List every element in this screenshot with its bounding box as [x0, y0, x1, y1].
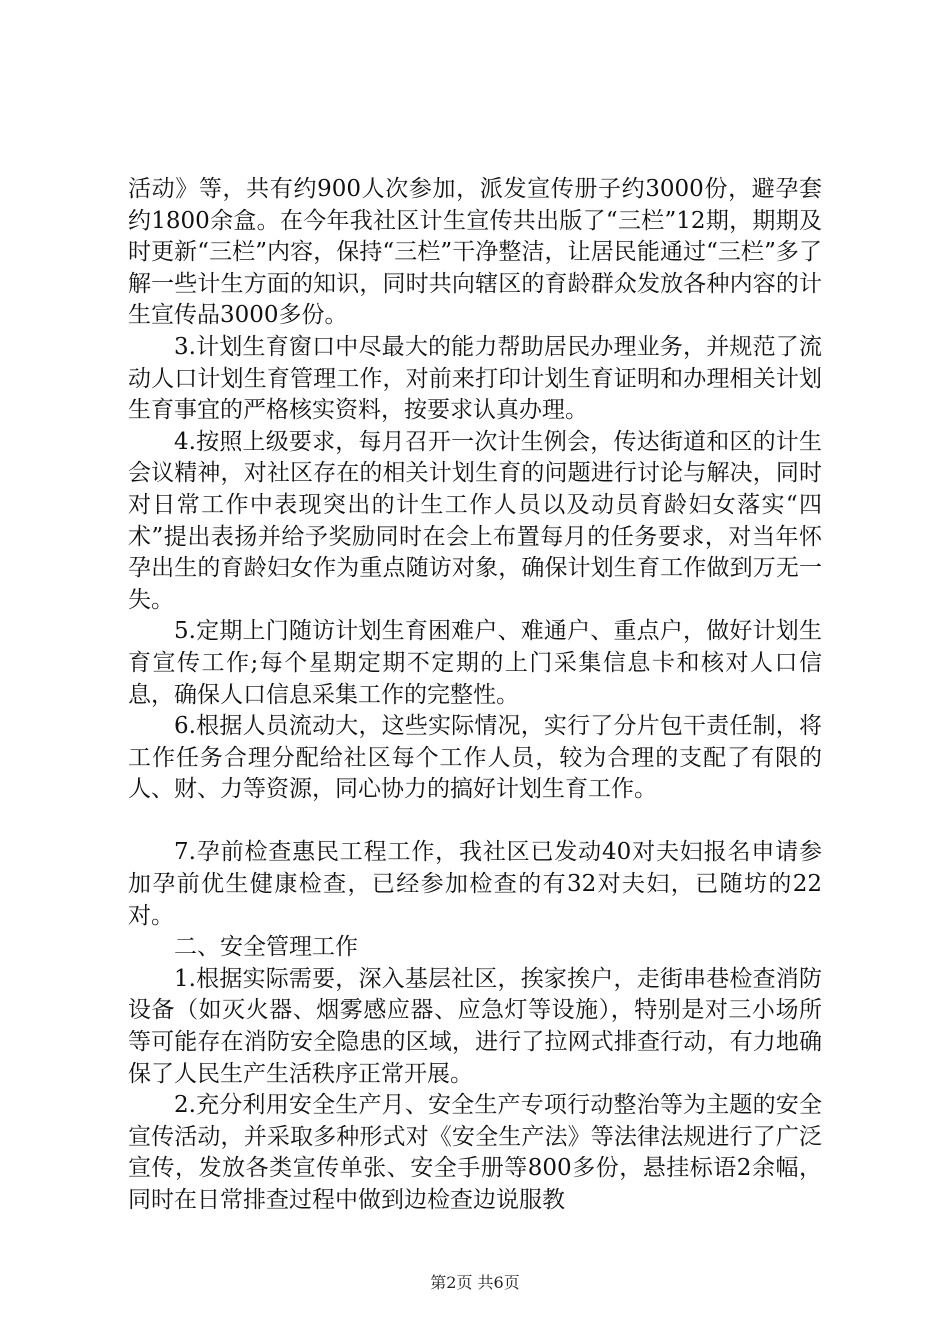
- paragraph-item-3: 3.计划生育窗口中尽最大的能力帮助居民办理业务，并规范了流动人口计划生育管理工作，对前来打印计划生育证明和办理相关计划生育事宜的严格核实资料，按要求认真办理。: [128, 333, 822, 424]
- page-footer: 第2页 共6页: [430, 1273, 520, 1292]
- paragraph-safety-1: 1.根据实际需要，深入基层社区，挨家挨户，走街串巷检查消防设备（如灭火器、烟雾感应器、应急灯等设施），特别是对三小场所等可能存在消防安全隐患的区域，进行了拉网式排查行动，有力地确保了人民生产生活秩序正常开展。: [128, 965, 822, 1087]
- document-body: [128, 174, 822, 1217]
- paragraph-item-7: 7.孕前检查惠民工程工作，我社区已发动40对夫妇报名申请参加孕前优生健康检查，已经参加检查的有32对夫妇，已随坊的22对。: [128, 839, 822, 929]
- paragraph-item-5: 5.定期上门随访计划生育困难户、难通户、重点户，做好计划生育宣传工作;每个星期定期不定期的上门采集信息卡和核对人口信息，确保人口信息采集工作的完整性。: [128, 618, 822, 708]
- paragraph-continued: 活动》等，共有约900人次参加，派发宣传册子约3000份，避孕套约1800余盒。在今年我社区计生宣传共出版了“三栏”12期，期期及时更新“三栏”内容，保持“三栏”干净整洁，让居民能通过“三栏”多了解一些计生方面的知识，同时共向辖区的育龄群众发放各种内容的计生宣传品3000多份。: [128, 176, 822, 329]
- paragraph-item-4: 4.按照上级要求，每月召开一次计生例会，传达街道和区的计生会议精神，对社区存在的相关计划生育的问题进行讨论与解决，同时对日常工作中表现突出的计生工作人员以及动员育龄妇女落实“四术”提出表扬并给予奖励同时在会上布置每月的任务要求，对当年怀孕出生的育龄妇女作为重点随访对象，确保计划生育工作做到万无一失。: [128, 428, 822, 613]
- paragraph-safety-2: 2.充分利用安全生产月、安全生产专项行动整治等为主题的安全宣传活动，并采取多种形式对《安全生产法》等法律法规进行了广泛宣传，发放各类宣传单张、安全手册等800多份，悬挂标语2余幅，同时在日常排查过程中做到边检查边说服教: [128, 1092, 822, 1213]
- section-heading-safety: 二、安全管理工作: [174, 934, 358, 961]
- paragraph-item-6: 6.根据人员流动大，这些实际情况，实行了分片包干责任制，将工作任务合理分配给社区每个工作人员，较为合理的支配了有限的人、财、力等资源，同心协力的搞好计划生育工作。: [128, 713, 822, 803]
